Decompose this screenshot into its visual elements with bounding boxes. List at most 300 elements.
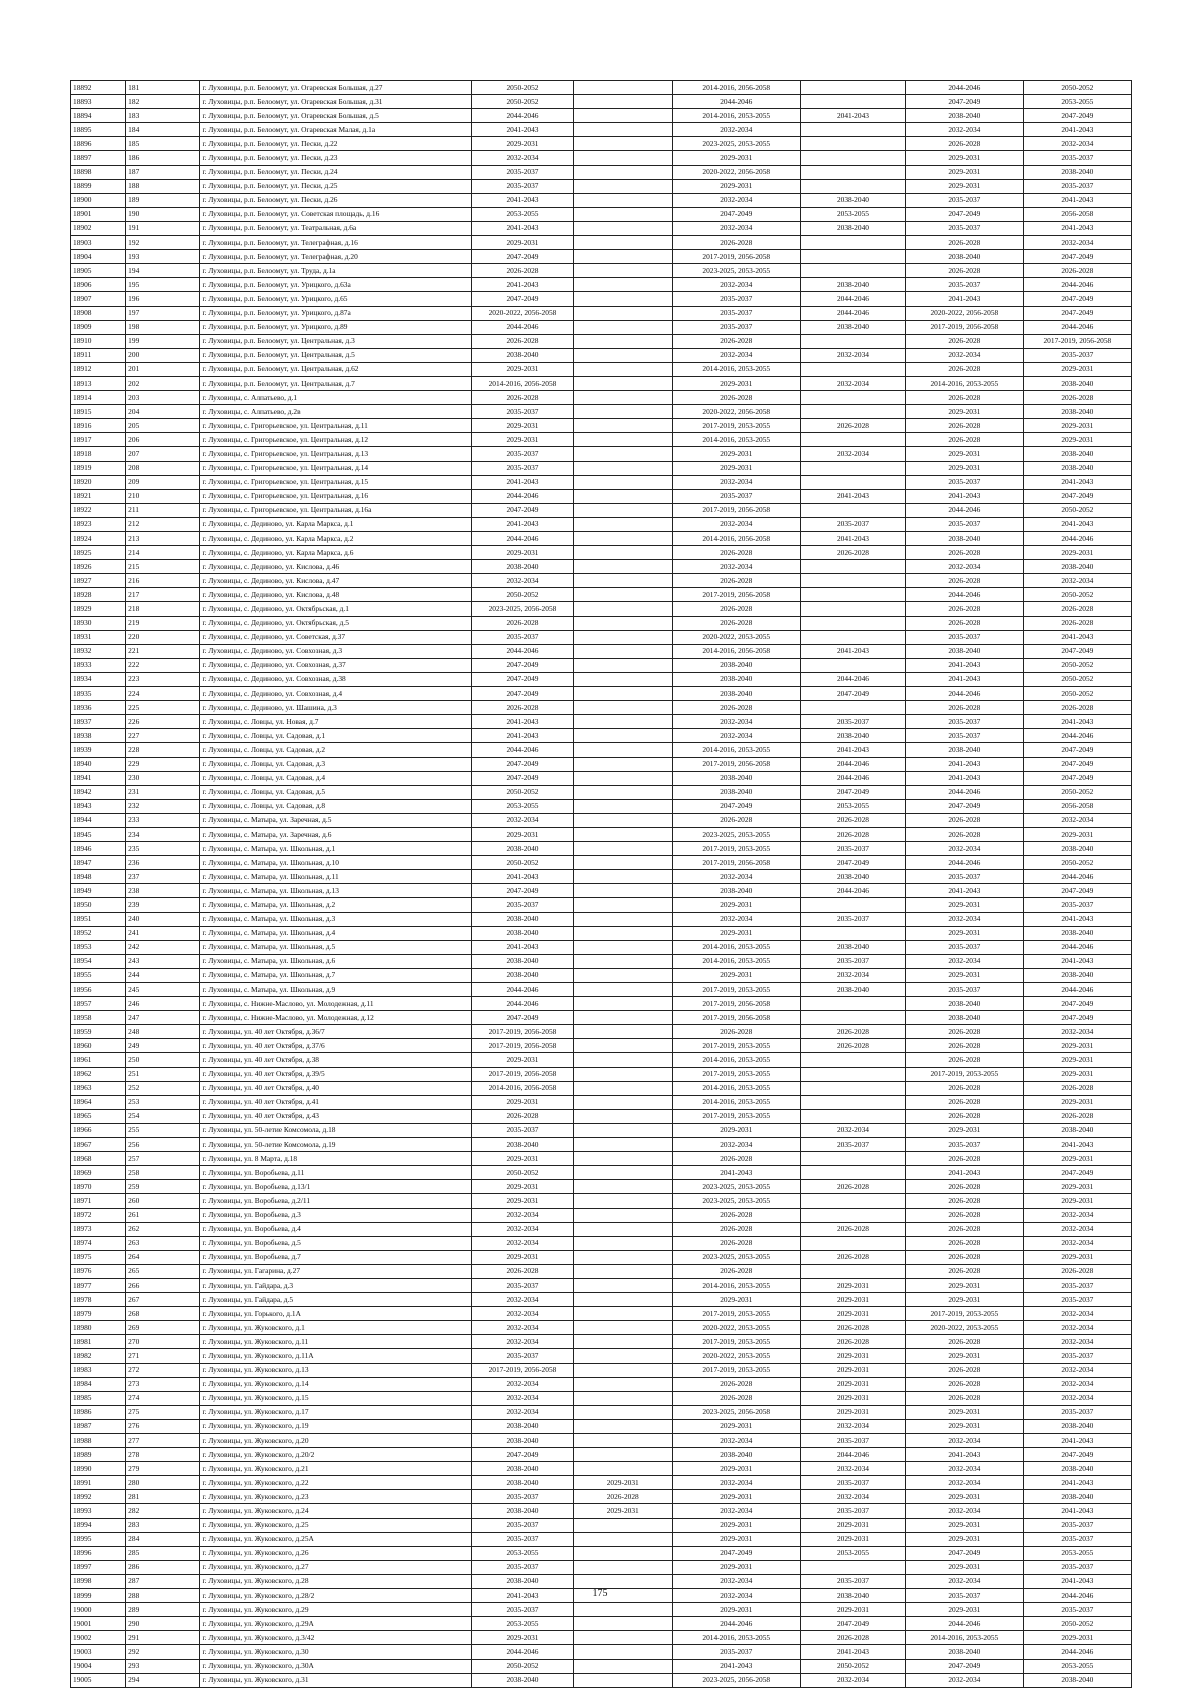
- year-range-5-cell: 2029-2031: [905, 1518, 1023, 1532]
- row-number-cell: 197: [126, 306, 200, 320]
- year-range-4-cell: 2038-2040: [800, 221, 905, 235]
- record-id-cell: 18911: [71, 348, 126, 362]
- year-range-4-cell: [800, 137, 905, 151]
- year-range-2-cell: [573, 165, 672, 179]
- year-range-3-cell: 2032-2034: [672, 912, 800, 926]
- year-range-6-cell: 2038-2040: [1023, 560, 1131, 574]
- year-range-6-cell: 2032-2034: [1023, 137, 1131, 151]
- table-row: [71, 264, 1132, 278]
- record-id-cell: 18976: [71, 1264, 126, 1278]
- year-range-6-cell: 2038-2040: [1023, 447, 1131, 461]
- record-id-cell: 18917: [71, 433, 126, 447]
- year-range-4-cell: [800, 123, 905, 137]
- year-range-6-cell: 2041-2043: [1023, 517, 1131, 531]
- row-number-cell: 186: [126, 151, 200, 165]
- year-range-6-cell: 2029-2031: [1023, 362, 1131, 376]
- year-range-2-cell: [573, 1349, 672, 1363]
- table-row: [71, 1095, 1132, 1109]
- address-cell: г. Луховицы, с. Матыра, ул. Школьная, д.2: [200, 898, 472, 912]
- year-range-1-cell: 2032-2034: [472, 1236, 574, 1250]
- year-range-3-cell: 2029-2031: [672, 151, 800, 165]
- record-id-cell: 18980: [71, 1321, 126, 1335]
- year-range-5-cell: 2047-2049: [905, 799, 1023, 813]
- year-range-2-cell: [573, 856, 672, 870]
- year-range-2-cell: [573, 715, 672, 729]
- year-range-4-cell: 2026-2028: [800, 1335, 905, 1349]
- year-range-4-cell: 2032-2034: [800, 1419, 905, 1433]
- year-range-4-cell: [800, 264, 905, 278]
- record-id-cell: 18986: [71, 1405, 126, 1419]
- year-range-6-cell: 2056-2058: [1023, 799, 1131, 813]
- year-range-5-cell: 2038-2040: [905, 997, 1023, 1011]
- year-range-2-cell: [573, 1011, 672, 1025]
- year-range-6-cell: 2050-2052: [1023, 81, 1131, 95]
- address-cell: г. Луховицы, ул. Гайдара, д.5: [200, 1293, 472, 1307]
- year-range-2-cell: [573, 687, 672, 701]
- table-row: [71, 785, 1132, 799]
- table-row: [71, 1673, 1132, 1687]
- address-cell: г. Луховицы, с. Григорьевское, ул. Центральная, д.11: [200, 419, 472, 433]
- record-id-cell: 18935: [71, 687, 126, 701]
- table-row: [71, 1250, 1132, 1264]
- year-range-6-cell: 2047-2049: [1023, 757, 1131, 771]
- year-range-3-cell: 2038-2040: [672, 687, 800, 701]
- table-row: [71, 940, 1132, 954]
- row-number-cell: 276: [126, 1419, 200, 1433]
- year-range-5-cell: 2044-2046: [905, 503, 1023, 517]
- year-range-1-cell: 2050-2052: [472, 81, 574, 95]
- table-row: [71, 179, 1132, 193]
- year-range-2-cell: [573, 983, 672, 997]
- year-range-1-cell: 2023-2025, 2056-2058: [472, 602, 574, 616]
- year-range-3-cell: 2017-2019, 2056-2058: [672, 997, 800, 1011]
- table-row: [71, 1081, 1132, 1095]
- year-range-3-cell: 2032-2034: [672, 475, 800, 489]
- record-id-cell: 18996: [71, 1546, 126, 1560]
- table-row: [71, 517, 1132, 531]
- year-range-1-cell: 2038-2040: [472, 1574, 574, 1588]
- year-range-1-cell: 2035-2037: [472, 1532, 574, 1546]
- year-range-3-cell: 2032-2034: [672, 348, 800, 362]
- year-range-5-cell: 2044-2046: [905, 785, 1023, 799]
- year-range-6-cell: 2047-2049: [1023, 109, 1131, 123]
- year-range-2-cell: [573, 1532, 672, 1546]
- row-number-cell: 289: [126, 1603, 200, 1617]
- year-range-2-cell: [573, 546, 672, 560]
- row-number-cell: 268: [126, 1307, 200, 1321]
- year-range-1-cell: 2029-2031: [472, 433, 574, 447]
- year-range-5-cell: 2032-2034: [905, 348, 1023, 362]
- row-number-cell: 184: [126, 123, 200, 137]
- year-range-2-cell: [573, 884, 672, 898]
- table-row: [71, 1645, 1132, 1659]
- year-range-6-cell: 2047-2049: [1023, 771, 1131, 785]
- table-row: [71, 701, 1132, 715]
- year-range-2-cell: [573, 109, 672, 123]
- table-row: [71, 1419, 1132, 1433]
- record-id-cell: 18948: [71, 870, 126, 884]
- record-id-cell: 18992: [71, 1490, 126, 1504]
- year-range-2-cell: [573, 503, 672, 517]
- year-range-2-cell: [573, 320, 672, 334]
- year-range-1-cell: 2053-2055: [472, 1617, 574, 1631]
- year-range-1-cell: 2047-2049: [472, 658, 574, 672]
- year-range-6-cell: 2035-2037: [1023, 151, 1131, 165]
- year-range-1-cell: 2038-2040: [472, 912, 574, 926]
- year-range-6-cell: 2044-2046: [1023, 278, 1131, 292]
- year-range-1-cell: 2026-2028: [472, 391, 574, 405]
- year-range-4-cell: [800, 1194, 905, 1208]
- year-range-3-cell: 2017-2019, 2056-2058: [672, 503, 800, 517]
- year-range-3-cell: 2017-2019, 2056-2058: [672, 250, 800, 264]
- year-range-2-cell: [573, 1222, 672, 1236]
- year-range-5-cell: 2041-2043: [905, 658, 1023, 672]
- year-range-3-cell: 2029-2031: [672, 898, 800, 912]
- year-range-5-cell: 2032-2034: [905, 954, 1023, 968]
- year-range-1-cell: 2029-2031: [472, 1250, 574, 1264]
- year-range-2-cell: [573, 1180, 672, 1194]
- row-number-cell: 208: [126, 461, 200, 475]
- year-range-3-cell: 2023-2025, 2053-2055: [672, 827, 800, 841]
- row-number-cell: 188: [126, 179, 200, 193]
- year-range-2-cell: 2026-2028: [573, 1490, 672, 1504]
- year-range-1-cell: 2050-2052: [472, 588, 574, 602]
- address-cell: г. Луховицы, с. Григорьевское, ул. Центральная, д.15: [200, 475, 472, 489]
- year-range-3-cell: 2032-2034: [672, 1138, 800, 1152]
- address-cell: г. Луховицы, ул. Жуковского, д.19: [200, 1419, 472, 1433]
- year-range-2-cell: [573, 475, 672, 489]
- year-range-1-cell: 2035-2037: [472, 1603, 574, 1617]
- year-range-6-cell: 2032-2034: [1023, 1025, 1131, 1039]
- year-range-6-cell: 2035-2037: [1023, 1532, 1131, 1546]
- year-range-6-cell: 2029-2031: [1023, 1180, 1131, 1194]
- address-cell: г. Луховицы, р.п. Белоомут, ул. Советская площадь, д.16: [200, 207, 472, 221]
- year-range-1-cell: 2044-2046: [472, 532, 574, 546]
- year-range-6-cell: 2035-2037: [1023, 348, 1131, 362]
- year-range-6-cell: 2041-2043: [1023, 193, 1131, 207]
- table-row: [71, 1053, 1132, 1067]
- year-range-2-cell: [573, 672, 672, 686]
- row-number-cell: 253: [126, 1095, 200, 1109]
- year-range-6-cell: 2035-2037: [1023, 1293, 1131, 1307]
- year-range-5-cell: 2026-2028: [905, 1236, 1023, 1250]
- table-row: [71, 687, 1132, 701]
- table-row: [71, 1504, 1132, 1518]
- year-range-3-cell: 2017-2019, 2053-2055: [672, 983, 800, 997]
- row-number-cell: 227: [126, 729, 200, 743]
- address-cell: г. Луховицы, ул. Жуковского, д.20/2: [200, 1448, 472, 1462]
- year-range-6-cell: 2029-2031: [1023, 546, 1131, 560]
- year-range-5-cell: 2029-2031: [905, 1560, 1023, 1574]
- year-range-6-cell: 2050-2052: [1023, 658, 1131, 672]
- year-range-5-cell: 2035-2037: [905, 630, 1023, 644]
- year-range-5-cell: 2041-2043: [905, 672, 1023, 686]
- year-range-2-cell: [573, 644, 672, 658]
- year-range-6-cell: 2047-2049: [1023, 997, 1131, 1011]
- year-range-1-cell: 2026-2028: [472, 616, 574, 630]
- year-range-6-cell: 2044-2046: [1023, 983, 1131, 997]
- year-range-1-cell: 2029-2031: [472, 1152, 574, 1166]
- table-row: [71, 997, 1132, 1011]
- year-range-3-cell: 2014-2016, 2056-2058: [672, 81, 800, 95]
- address-cell: г. Луховицы, ул. 8 Марта, д.18: [200, 1152, 472, 1166]
- year-range-3-cell: 2032-2034: [672, 1476, 800, 1490]
- year-range-6-cell: 2026-2028: [1023, 602, 1131, 616]
- year-range-1-cell: 2050-2052: [472, 1166, 574, 1180]
- table-row: [71, 1321, 1132, 1335]
- record-id-cell: 18966: [71, 1123, 126, 1137]
- row-number-cell: 264: [126, 1250, 200, 1264]
- table-row: [71, 95, 1132, 109]
- year-range-2-cell: [573, 1109, 672, 1123]
- year-range-4-cell: 2047-2049: [800, 785, 905, 799]
- year-range-1-cell: 2041-2043: [472, 1589, 574, 1603]
- year-range-6-cell: 2032-2034: [1023, 1222, 1131, 1236]
- record-id-cell: 18968: [71, 1152, 126, 1166]
- year-range-4-cell: [800, 1208, 905, 1222]
- record-id-cell: 18962: [71, 1067, 126, 1081]
- year-range-4-cell: [800, 701, 905, 715]
- row-number-cell: 244: [126, 968, 200, 982]
- year-range-5-cell: 2038-2040: [905, 644, 1023, 658]
- row-number-cell: 213: [126, 532, 200, 546]
- year-range-5-cell: 2044-2046: [905, 687, 1023, 701]
- address-cell: г. Луховицы, р.п. Белоомут, ул. Огаревская Большая, д.31: [200, 95, 472, 109]
- year-range-1-cell: 2044-2046: [472, 983, 574, 997]
- year-range-6-cell: 2035-2037: [1023, 1278, 1131, 1292]
- year-range-1-cell: 2032-2034: [472, 1391, 574, 1405]
- row-number-cell: 215: [126, 560, 200, 574]
- year-range-3-cell: 2029-2031: [672, 926, 800, 940]
- address-cell: г. Луховицы, ул. Жуковского, д.29А: [200, 1617, 472, 1631]
- table-row: [71, 151, 1132, 165]
- year-range-1-cell: 2035-2037: [472, 1560, 574, 1574]
- year-range-4-cell: 2035-2037: [800, 1476, 905, 1490]
- record-id-cell: 18993: [71, 1504, 126, 1518]
- year-range-6-cell: 2041-2043: [1023, 954, 1131, 968]
- year-range-3-cell: 2044-2046: [672, 95, 800, 109]
- row-number-cell: 205: [126, 419, 200, 433]
- year-range-3-cell: 2026-2028: [672, 1222, 800, 1236]
- year-range-3-cell: 2038-2040: [672, 771, 800, 785]
- year-range-5-cell: 2026-2028: [905, 433, 1023, 447]
- address-cell: г. Луховицы, ул. Воробьева, д.11: [200, 1166, 472, 1180]
- year-range-2-cell: [573, 1250, 672, 1264]
- record-id-cell: 18965: [71, 1109, 126, 1123]
- year-range-1-cell: 2035-2037: [472, 165, 574, 179]
- record-id-cell: 18945: [71, 827, 126, 841]
- year-range-5-cell: 2032-2034: [905, 1434, 1023, 1448]
- table-row: [71, 123, 1132, 137]
- year-range-5-cell: 2026-2028: [905, 1025, 1023, 1039]
- table-row: [71, 1617, 1132, 1631]
- year-range-3-cell: 2014-2016, 2056-2058: [672, 532, 800, 546]
- year-range-6-cell: 2026-2028: [1023, 1264, 1131, 1278]
- year-range-6-cell: 2038-2040: [1023, 1673, 1131, 1687]
- year-range-1-cell: 2035-2037: [472, 461, 574, 475]
- record-id-cell: 18940: [71, 757, 126, 771]
- page-number: 175: [592, 1588, 608, 1599]
- year-range-3-cell: 2017-2019, 2056-2058: [672, 588, 800, 602]
- table-row: [71, 954, 1132, 968]
- year-range-5-cell: 2017-2019, 2056-2058: [905, 320, 1023, 334]
- year-range-6-cell: 2041-2043: [1023, 912, 1131, 926]
- row-number-cell: 190: [126, 207, 200, 221]
- year-range-3-cell: 2014-2016, 2053-2055: [672, 109, 800, 123]
- address-cell: г. Луховицы, с. Дединово, ул. Совхозная, д.38: [200, 672, 472, 686]
- year-range-2-cell: [573, 362, 672, 376]
- year-range-3-cell: 2017-2019, 2053-2055: [672, 1307, 800, 1321]
- year-range-4-cell: [800, 179, 905, 193]
- year-range-1-cell: 2032-2034: [472, 813, 574, 827]
- year-range-5-cell: 2014-2016, 2053-2055: [905, 376, 1023, 390]
- year-range-4-cell: [800, 503, 905, 517]
- year-range-5-cell: 2035-2037: [905, 517, 1023, 531]
- year-range-2-cell: [573, 447, 672, 461]
- year-range-5-cell: 2044-2046: [905, 856, 1023, 870]
- year-range-4-cell: [800, 405, 905, 419]
- year-range-3-cell: 2026-2028: [672, 1236, 800, 1250]
- year-range-5-cell: 2029-2031: [905, 461, 1023, 475]
- year-range-3-cell: 2020-2022, 2056-2058: [672, 165, 800, 179]
- address-cell: г. Луховицы, р.п. Белоомут, ул. Труда, д.1а: [200, 264, 472, 278]
- year-range-6-cell: 2047-2049: [1023, 250, 1131, 264]
- year-range-6-cell: 2032-2034: [1023, 1363, 1131, 1377]
- year-range-5-cell: 2032-2034: [905, 1673, 1023, 1687]
- year-range-2-cell: [573, 1673, 672, 1687]
- record-id-cell: 18925: [71, 546, 126, 560]
- year-range-3-cell: 2038-2040: [672, 672, 800, 686]
- address-cell: г. Луховицы, с. Ловцы, ул. Садовая, д.2: [200, 743, 472, 757]
- year-range-1-cell: 2029-2031: [472, 1053, 574, 1067]
- address-cell: г. Луховицы, с. Ловцы, ул. Садовая, д.4: [200, 771, 472, 785]
- year-range-2-cell: [573, 1546, 672, 1560]
- row-number-cell: 237: [126, 870, 200, 884]
- year-range-5-cell: 2032-2034: [905, 123, 1023, 137]
- year-range-2-cell: [573, 842, 672, 856]
- address-cell: г. Луховицы, р.п. Белоомут, ул. Театральная, д.6а: [200, 221, 472, 235]
- year-range-4-cell: 2038-2040: [800, 1589, 905, 1603]
- year-range-6-cell: 2029-2031: [1023, 1631, 1131, 1645]
- year-range-4-cell: 2032-2034: [800, 1673, 905, 1687]
- record-id-cell: 18975: [71, 1250, 126, 1264]
- year-range-3-cell: 2014-2016, 2053-2055: [672, 362, 800, 376]
- year-range-5-cell: 2026-2028: [905, 813, 1023, 827]
- year-range-1-cell: 2014-2016, 2056-2058: [472, 376, 574, 390]
- year-range-1-cell: 2050-2052: [472, 95, 574, 109]
- year-range-5-cell: 2026-2028: [905, 1053, 1023, 1067]
- record-id-cell: 18933: [71, 658, 126, 672]
- year-range-4-cell: 2044-2046: [800, 757, 905, 771]
- year-range-2-cell: [573, 602, 672, 616]
- year-range-4-cell: 2026-2028: [800, 1250, 905, 1264]
- address-cell: г. Луховицы, с. Ловцы, ул. Садовая, д.1: [200, 729, 472, 743]
- row-number-cell: 217: [126, 588, 200, 602]
- year-range-1-cell: 2041-2043: [472, 123, 574, 137]
- year-range-1-cell: 2047-2049: [472, 292, 574, 306]
- table-row: [71, 771, 1132, 785]
- table-row: [71, 165, 1132, 179]
- year-range-3-cell: 2044-2046: [672, 1617, 800, 1631]
- year-range-2-cell: [573, 588, 672, 602]
- address-cell: г. Луховицы, с. Дединово, ул. Советская, д.37: [200, 630, 472, 644]
- row-number-cell: 204: [126, 405, 200, 419]
- year-range-6-cell: 2047-2049: [1023, 489, 1131, 503]
- year-range-3-cell: 2017-2019, 2053-2055: [672, 842, 800, 856]
- year-range-4-cell: 2035-2037: [800, 715, 905, 729]
- year-range-5-cell: 2041-2043: [905, 771, 1023, 785]
- address-cell: г. Луховицы, с. Дединово, ул. Совхозная, д.3: [200, 644, 472, 658]
- year-range-3-cell: 2017-2019, 2056-2058: [672, 757, 800, 771]
- table-row: [71, 588, 1132, 602]
- record-id-cell: 18974: [71, 1236, 126, 1250]
- row-number-cell: 291: [126, 1631, 200, 1645]
- year-range-3-cell: 2020-2022, 2053-2055: [672, 630, 800, 644]
- address-cell: г. Луховицы, ул. Гагарина, д.27: [200, 1264, 472, 1278]
- record-id-cell: 18997: [71, 1560, 126, 1574]
- year-range-2-cell: [573, 940, 672, 954]
- year-range-4-cell: [800, 391, 905, 405]
- year-range-6-cell: 2038-2040: [1023, 842, 1131, 856]
- year-range-4-cell: 2029-2031: [800, 1391, 905, 1405]
- year-range-1-cell: 2041-2043: [472, 870, 574, 884]
- year-range-2-cell: [573, 306, 672, 320]
- year-range-4-cell: 2038-2040: [800, 729, 905, 743]
- year-range-4-cell: [800, 658, 905, 672]
- row-number-cell: 221: [126, 644, 200, 658]
- year-range-1-cell: 2017-2019, 2056-2058: [472, 1067, 574, 1081]
- year-range-2-cell: [573, 1391, 672, 1405]
- year-range-4-cell: 2026-2028: [800, 546, 905, 560]
- year-range-3-cell: 2032-2034: [672, 517, 800, 531]
- row-number-cell: 275: [126, 1405, 200, 1419]
- record-id-cell: 18913: [71, 376, 126, 390]
- year-range-6-cell: 2038-2040: [1023, 968, 1131, 982]
- year-range-4-cell: 2032-2034: [800, 348, 905, 362]
- row-number-cell: 272: [126, 1363, 200, 1377]
- row-number-cell: 234: [126, 827, 200, 841]
- year-range-2-cell: [573, 1377, 672, 1391]
- address-cell: г. Луховицы, ул. Жуковского, д.15: [200, 1391, 472, 1405]
- table-row: [71, 1546, 1132, 1560]
- row-number-cell: 249: [126, 1039, 200, 1053]
- year-range-1-cell: 2047-2049: [472, 771, 574, 785]
- year-range-5-cell: 2038-2040: [905, 532, 1023, 546]
- year-range-6-cell: 2047-2049: [1023, 292, 1131, 306]
- year-range-5-cell: 2035-2037: [905, 729, 1023, 743]
- year-range-2-cell: [573, 926, 672, 940]
- year-range-2-cell: [573, 1293, 672, 1307]
- year-range-2-cell: [573, 1321, 672, 1335]
- table-row: [71, 1011, 1132, 1025]
- year-range-1-cell: 2029-2031: [472, 1180, 574, 1194]
- year-range-4-cell: 2038-2040: [800, 870, 905, 884]
- year-range-1-cell: 2032-2034: [472, 1222, 574, 1236]
- year-range-2-cell: [573, 658, 672, 672]
- address-cell: г. Луховицы, с. Дединово, ул. Кислова, д.47: [200, 574, 472, 588]
- table-row: [71, 898, 1132, 912]
- year-range-4-cell: 2035-2037: [800, 1504, 905, 1518]
- table-row: [71, 1377, 1132, 1391]
- year-range-1-cell: 2041-2043: [472, 193, 574, 207]
- year-range-5-cell: 2044-2046: [905, 588, 1023, 602]
- year-range-6-cell: 2041-2043: [1023, 630, 1131, 644]
- row-number-cell: 209: [126, 475, 200, 489]
- address-cell: г. Луховицы, ул. Воробьева, д.3: [200, 1208, 472, 1222]
- address-cell: г. Луховицы, р.п. Белоомут, ул. Пески, д.24: [200, 165, 472, 179]
- year-range-4-cell: 2053-2055: [800, 799, 905, 813]
- row-number-cell: 286: [126, 1560, 200, 1574]
